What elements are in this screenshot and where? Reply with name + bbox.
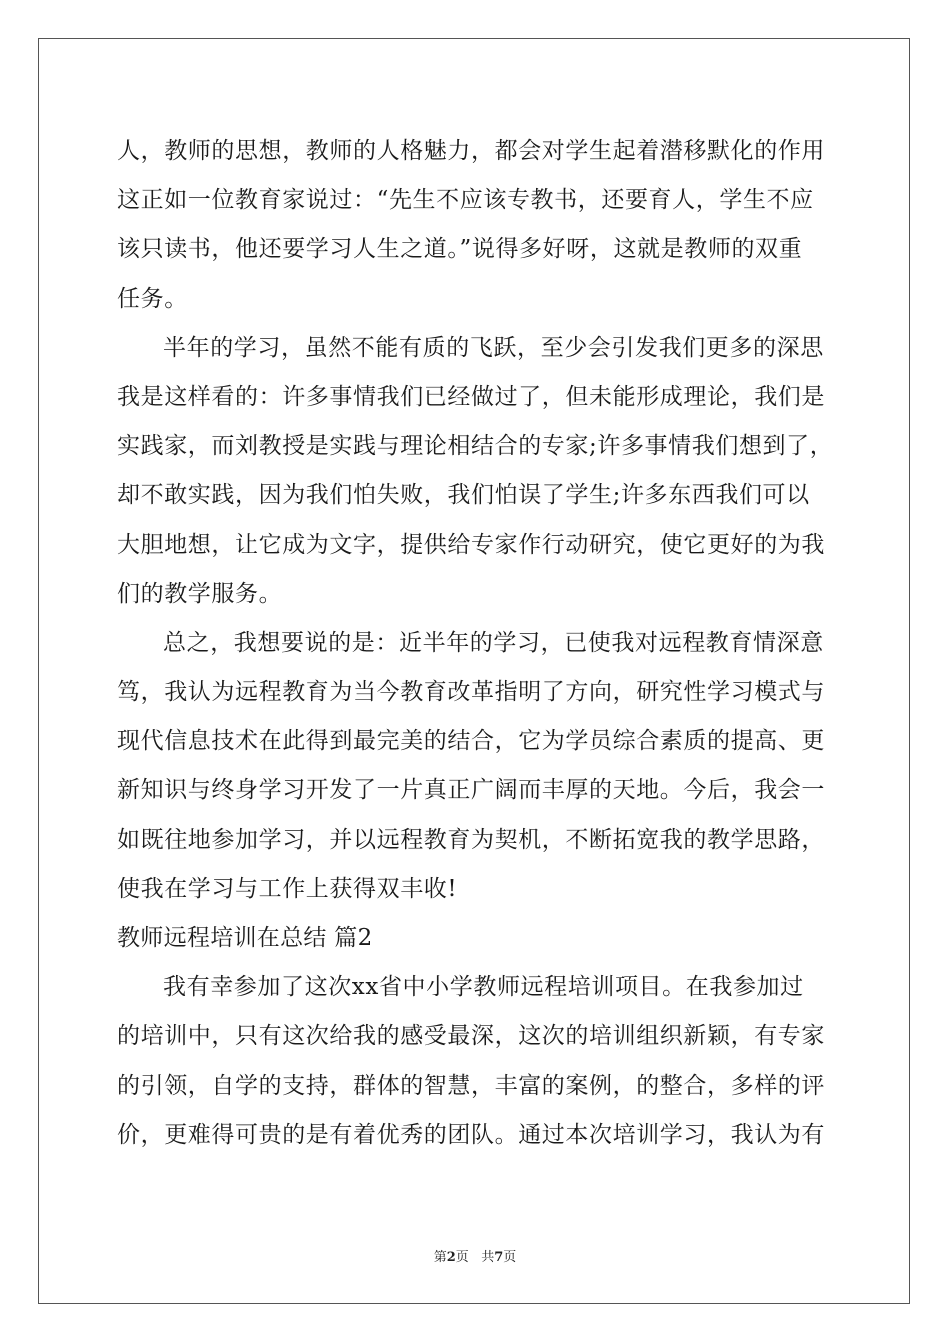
text-line: 使我在学习与工作上获得双丰收! [117, 875, 458, 902]
footer-prefix: 第 [433, 1250, 447, 1265]
footer-page-suffix: 页 [455, 1250, 469, 1265]
text-line: 半年的学习，虽然不能有质的飞跃，至少会引发我们更多的深思 [163, 334, 824, 361]
text-line: 该只读书，他还要学习人生之道。”说得多好呀，这就是教师的双重 [117, 236, 803, 263]
text-line: 总之，我想要说的是：近半年的学习，已使我对远程教育情深意 [163, 629, 824, 656]
text-line: 却不敢实践，因为我们怕失败，我们怕误了学生;许多东西我们可以 [117, 482, 810, 509]
text-line: 现代信息技术在此得到最完美的结合，它为学员综合素质的提高、更 [117, 728, 825, 755]
text-line: 我是这样看的：许多事情我们已经做过了，但未能形成理论，我们是 [117, 383, 825, 410]
footer-total-suffix: 页 [503, 1250, 517, 1265]
document-body [117, 127, 857, 1160]
text-line: 的培训中，只有这次给我的感受最深，这次的培训组织新颖，有专家 [117, 1023, 825, 1050]
text-line: 这正如一位教育家说过：“先生不应该专教书，还要育人，学生不应 [117, 187, 814, 214]
text-line: 我有幸参加了这次xx省中小学教师远程培训项目。在我参加过 [163, 974, 804, 1001]
text-line: 价，更难得可贵的是有着优秀的团队。通过本次培训学习，我认为有 [117, 1121, 825, 1148]
text-line: 新知识与终身学习开发了一片真正广阔而丰厚的天地。今后，我会一 [117, 777, 825, 804]
page-footer [0, 1246, 950, 1265]
current-page-number: 2 [446, 1250, 456, 1265]
text-line: 如既往地参加学习，并以远程教育为契机，不断拓宽我的教学思路， [117, 826, 825, 853]
text-line: 实践家，而刘教授是实践与理论相结合的专家;许多事情我们想到了， [117, 433, 834, 460]
text-line: 笃，我认为远程教育为当今教育改革指明了方向，研究性学习模式与 [117, 679, 825, 706]
text-line: 大胆地想，让它成为文字，提供给专家作行动研究，使它更好的为我 [117, 531, 825, 558]
text-line: 的引领，自学的支持，群体的智慧，丰富的案例，的整合，多样的评 [117, 1072, 825, 1099]
text-line: 们的教学服务。 [117, 580, 283, 607]
total-pages-number: 7 [494, 1250, 504, 1265]
text-line: 任务。 [117, 285, 188, 312]
section-heading: 教师远程培训在总结 篇2 [117, 925, 373, 951]
text-line: 人，教师的思想，教师的人格魅力，都会对学生起着潜移默化的作用 [117, 138, 825, 164]
footer-total-prefix: 共 [481, 1250, 495, 1265]
